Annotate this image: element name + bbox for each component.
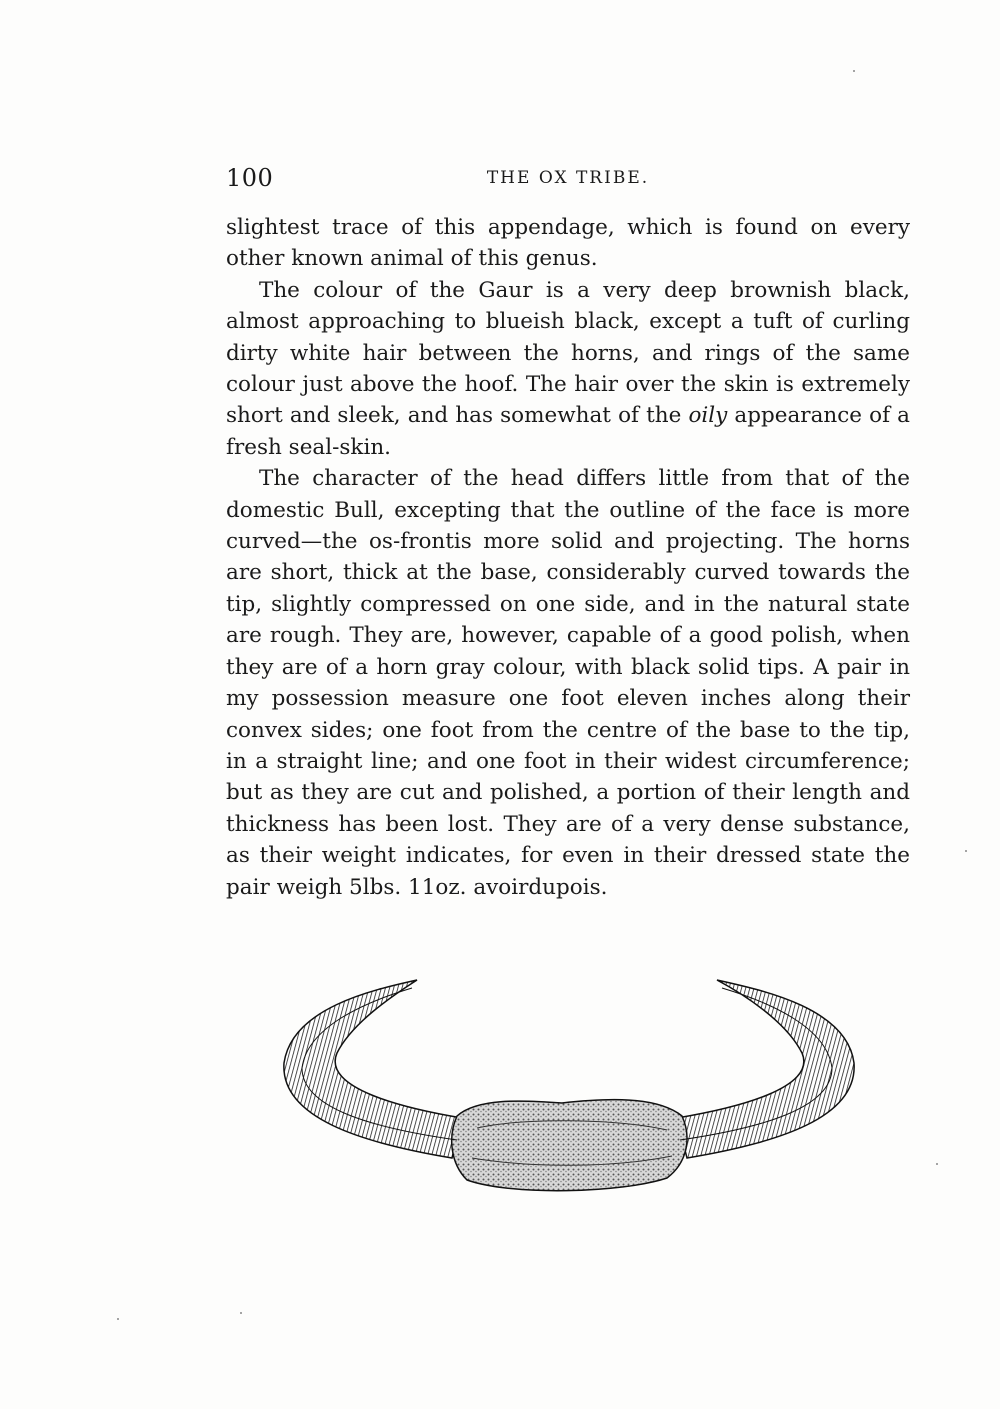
paragraph-head-character: The character of the head differs little from that of the domestic Bull, excepting that the outline of the face is more curved—the os-frontis more solid and projecting. The horns are short, thick at the base, considerably curved towards the tip, slightly compressed on one side, and in the natural state are rough. They are, however, capable of a good polish, when they are of a horn gray colour, with black solid tips. A pair in my possession measure one foot eleven inches along their convex sides; one foot from the centre of the base to the tip, in a straight line; and one foot in their widest circumference; but as they are cut and polished, a portion of their length and thickness has been lost. They are of a very dense substance, as their weight indicates, for even in their dressed state the pair weigh 5lbs. 11oz. avoirdupois. xyxy=(226,466,910,900)
paragraph-colour-text-a: The colour of the Gaur is a very deep brownish black, almost approaching to blueish black, except a tuft of curling dirty white hair between the horns, and rings of the same colour just above the hoof. The hair over the skin is extremely short and sleek, and has somewhat of the xyxy=(226,277,910,429)
gaur-horns-icon xyxy=(262,968,872,1208)
right-horn xyxy=(677,980,854,1158)
running-title: THE OX TRIBE. xyxy=(486,168,650,188)
paragraph-colour xyxy=(226,275,910,463)
paper-speck xyxy=(965,850,967,852)
paper-speck xyxy=(240,1312,242,1314)
paragraph-continuation: slightest trace of this appendage, which is found on every other known animal of this genus. xyxy=(226,215,910,272)
running-head xyxy=(226,164,910,194)
left-horn xyxy=(284,980,462,1158)
paper-speck xyxy=(853,70,855,72)
page-number: 100 xyxy=(226,164,274,192)
italic-word: oily xyxy=(688,403,728,429)
paper-speck xyxy=(117,1318,119,1320)
paragraph-colour-text-b: appearance of a fresh seal-skin. xyxy=(226,403,910,460)
body-text xyxy=(226,212,910,903)
paper-speck xyxy=(936,1163,938,1165)
frontal-boss xyxy=(452,1100,687,1191)
